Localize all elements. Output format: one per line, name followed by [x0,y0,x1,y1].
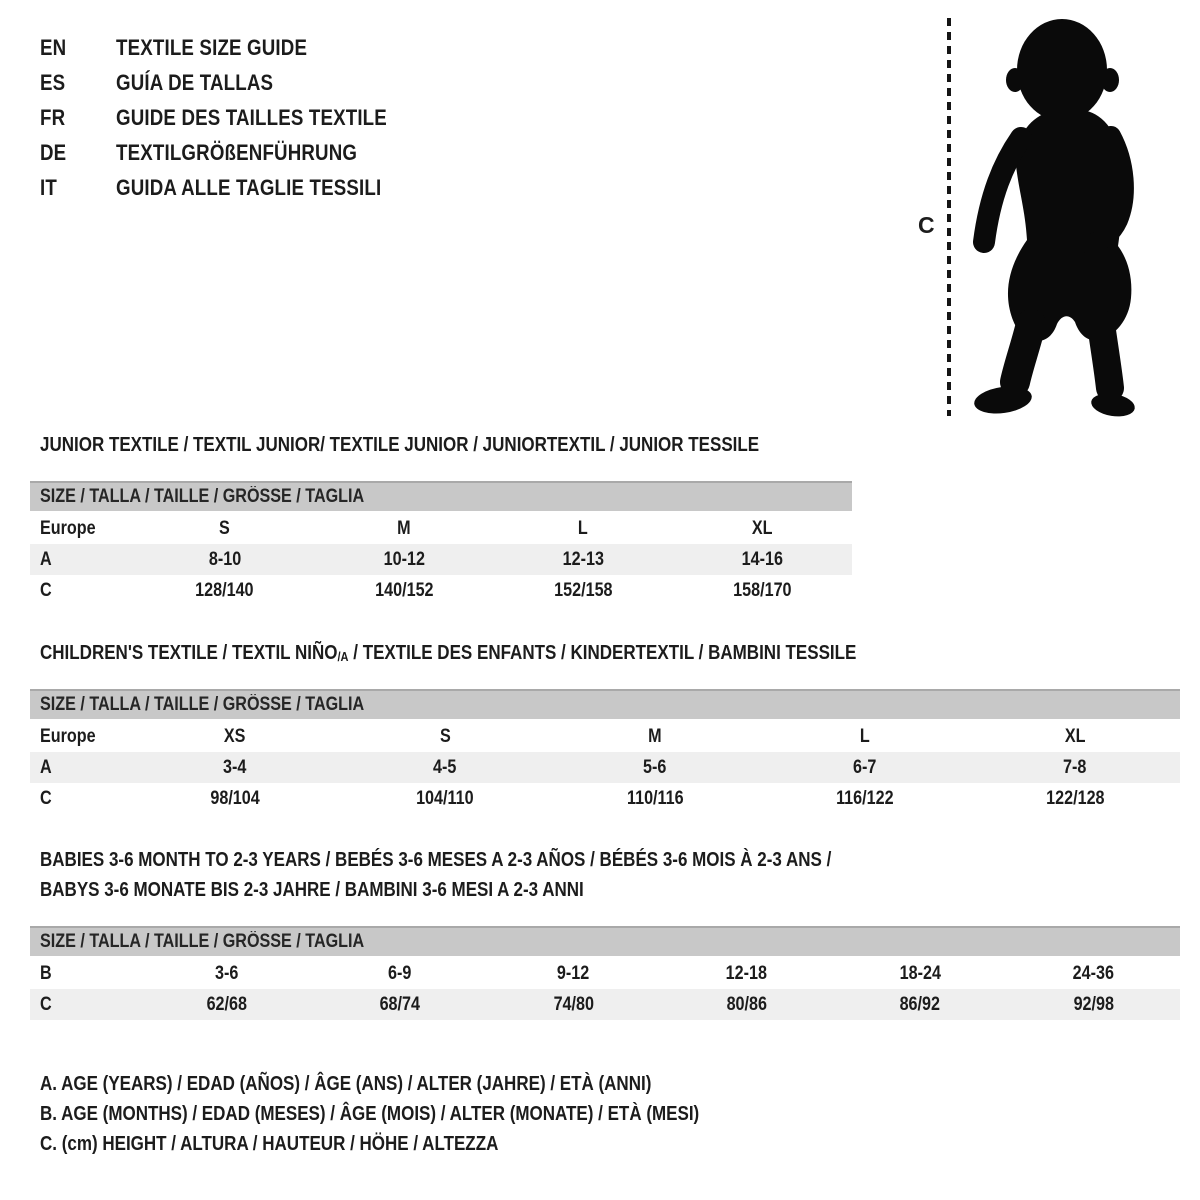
table-row [30,958,1180,989]
row-label: B [40,963,52,984]
row-label: C [40,788,52,809]
row-label: Europe [40,726,96,747]
age-value: 8-10 [208,549,241,570]
language-title-list [40,30,435,205]
babies-heading-line1: BABIES 3-6 MONTH TO 2-3 YEARS / BEBÉS 3-6 MESES A 2-3 AÑOS / BÉBÉS 3-6 MOIS À 2-3 ANS / [40,849,832,871]
language-code: DE [40,140,67,165]
legend-item-a: A. AGE (YEARS) / EDAD (AÑOS) / ÂGE (ANS) / ALTER (JAHRE) / ETÀ (ANNI) [40,1073,652,1095]
size-value: L [860,726,870,747]
age-value: 12-18 [725,963,768,984]
size-value: L [578,518,589,539]
size-value: XL [752,518,773,539]
children-heading-text: CHILDREN'S TEXTILE / TEXTIL NIÑO/A / TEXTILE DES ENFANTS / KINDERTEXTIL / BAMBINI TESSILE [40,642,857,664]
babies-size-table [30,926,1180,1020]
height-value: 110/116 [626,788,684,809]
height-value: 152/158 [553,580,613,601]
size-header-text: SIZE / TALLA / TAILLE / GRÖSSE / TAGLIA [40,931,365,952]
age-value: 6-7 [853,757,877,778]
age-value: 14-16 [741,549,784,570]
height-dashed-line [946,16,954,418]
age-value: 12-13 [562,549,604,570]
language-row [40,135,435,170]
table-row [30,752,1180,783]
age-value: 9-12 [557,963,590,984]
size-value: XL [1064,726,1086,747]
row-label: C [40,580,52,601]
age-value: 3-6 [214,963,239,984]
height-value: 128/140 [195,580,254,601]
age-value: 5-6 [643,757,667,778]
age-value: 4-5 [433,757,457,778]
children-size-table [30,689,1180,814]
size-value: M [397,518,411,539]
height-value: 98/104 [210,788,260,809]
babies-section-heading [40,845,971,905]
guide-title: TEXTILGRÖßENFÜHRUNG [116,140,358,165]
language-row [40,170,435,205]
table-row [30,989,1180,1020]
size-header-bar [30,689,1180,719]
language-row [40,30,435,65]
age-value: 7-8 [1063,757,1087,778]
row-label: A [40,549,52,570]
height-measure-label: C [918,212,935,238]
guide-title: TEXTILE SIZE GUIDE [116,35,308,60]
legend-item-c: C. (cm) HEIGHT / ALTURA / HAUTEUR / HÖHE / ALTEZZA [40,1133,499,1155]
height-value: 158/170 [733,580,792,601]
language-row [40,100,435,135]
junior-heading-text: JUNIOR TEXTILE / TEXTIL JUNIOR/ TEXTILE JUNIOR / JUNIORTEXTIL / JUNIOR TESSILE [40,434,760,456]
heading-subscript: /A [337,649,349,664]
size-value: XS [224,726,246,747]
guide-title: GUIDA ALLE TAGLIE TESSILI [116,175,382,200]
height-value: 68/74 [379,994,421,1015]
table-row [30,513,852,544]
toddler-silhouette-icon [963,14,1140,420]
row-label: A [40,757,52,778]
height-value: 116/122 [836,788,894,809]
measurement-legend [40,1069,816,1159]
height-value: 122/128 [1045,788,1105,809]
height-value: 80/86 [726,994,767,1015]
guide-title: GUIDE DES TAILLES TEXTILE [116,105,387,130]
age-value: 18-24 [899,963,941,984]
size-value: S [219,518,231,539]
height-value: 92/98 [1073,994,1114,1015]
legend-item-b: B. AGE (MONTHS) / EDAD (MESES) / ÂGE (MOIS) / ALTER (MONATE) / ETÀ (MESI) [40,1103,700,1125]
age-value: 10-12 [383,549,425,570]
language-code: ES [40,70,66,95]
guide-title: GUÍA DE TALLAS [116,70,274,95]
table-row [30,783,1180,814]
junior-size-table [30,481,852,606]
age-value: 6-9 [388,963,412,984]
junior-section-heading [40,433,886,457]
language-code: EN [40,35,67,60]
size-value: S [439,726,451,747]
language-row [40,65,435,100]
height-value: 104/110 [416,788,474,809]
row-label: C [40,994,52,1015]
size-header-text: SIZE / TALLA / TAILLE / GRÖSSE / TAGLIA [40,694,365,715]
size-header-bar [30,926,1180,956]
table-row [30,544,852,575]
babies-heading-line2: BABYS 3-6 MONATE BIS 2-3 JAHRE / BAMBINI 3-6 MESI A 2-3 ANNI [40,879,584,901]
size-header-text: SIZE / TALLA / TAILLE / GRÖSSE / TAGLIA [40,486,365,507]
row-label: Europe [40,518,96,539]
table-row [30,721,1180,752]
age-value: 3-4 [223,757,247,778]
language-code: IT [40,175,57,200]
age-value: 24-36 [1072,963,1114,984]
language-code: FR [40,105,66,130]
children-section-heading [40,641,1000,669]
table-row [30,575,852,606]
height-value: 62/68 [206,994,247,1015]
height-value: 74/80 [553,994,594,1015]
size-header-bar [30,481,852,511]
height-value: 140/152 [374,580,434,601]
size-value: M [648,726,662,747]
height-value: 86/92 [899,994,941,1015]
